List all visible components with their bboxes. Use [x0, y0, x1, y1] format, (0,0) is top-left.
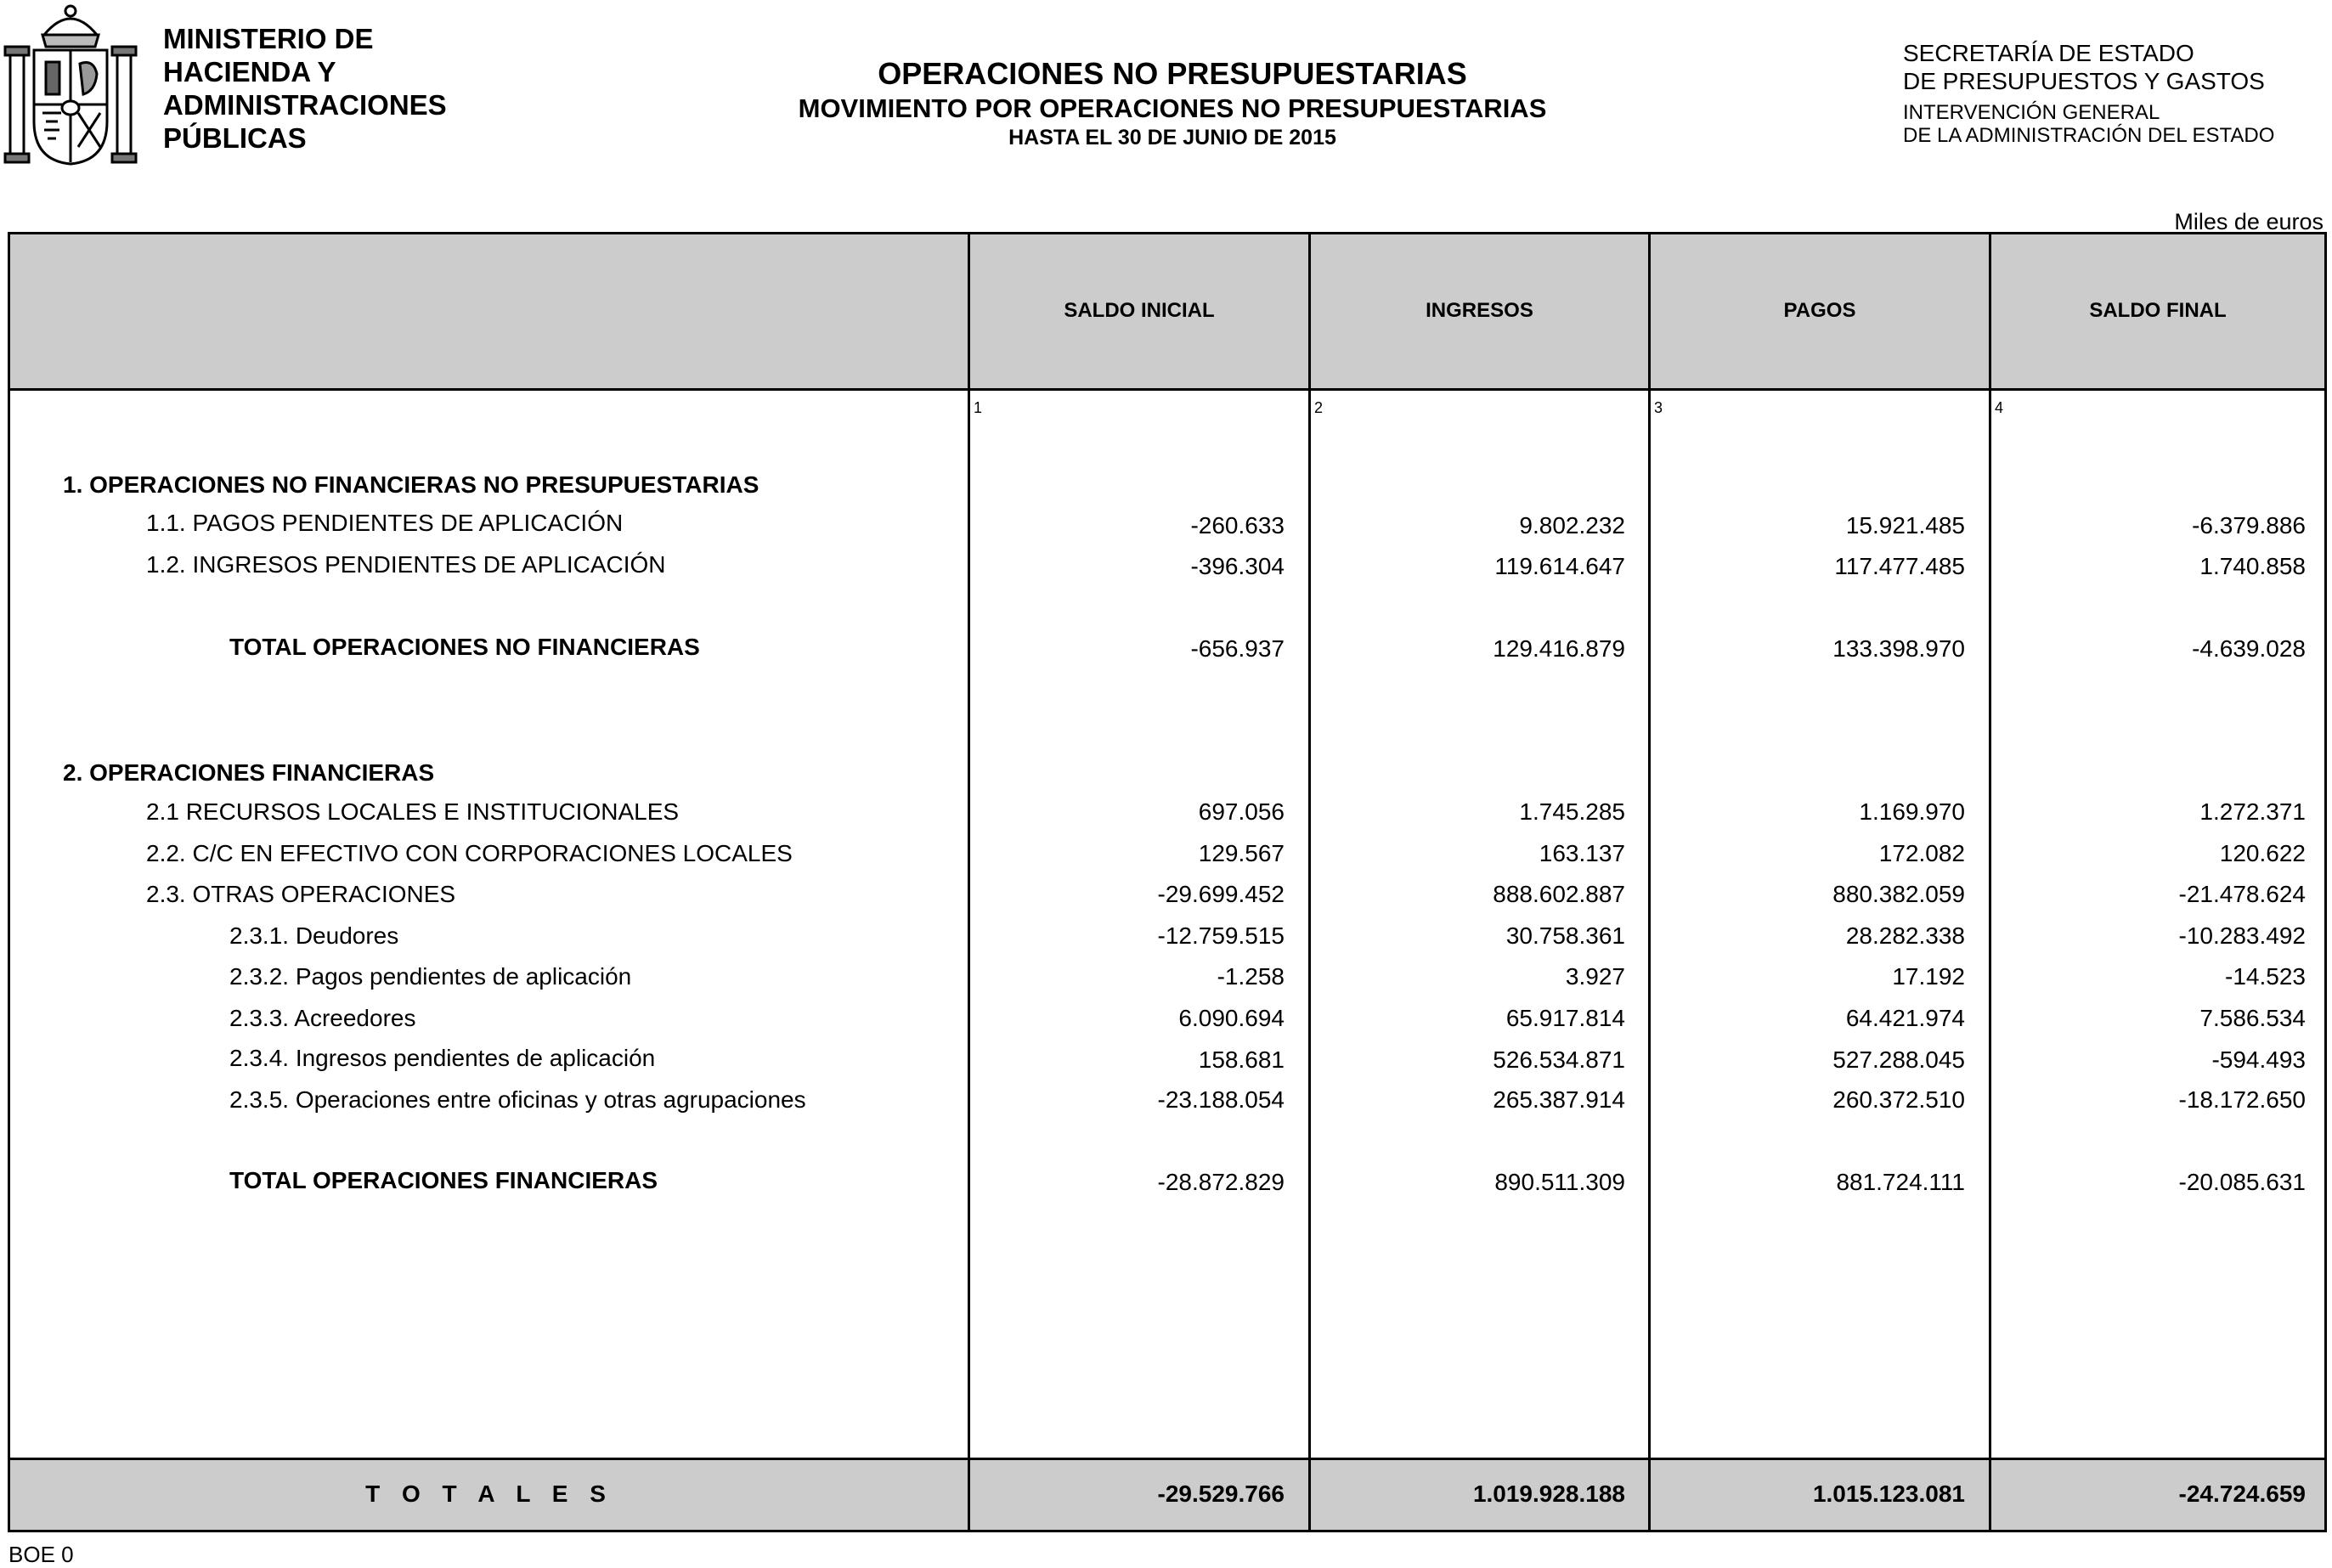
table-cell: 28.282.338	[1845, 922, 1965, 949]
table-cell: 888.602.887	[1493, 881, 1625, 907]
table-cell: -10.283.492	[2178, 922, 2306, 949]
table-cell: -12.759.515	[1157, 922, 1285, 949]
totals-cell: -24.724.659	[2178, 1481, 2306, 1507]
column-header-saldo-inicial: SALDO INICIAL	[1064, 299, 1215, 322]
intervencion-block	[1903, 101, 2274, 147]
table-cell: 526.534.871	[1493, 1046, 1625, 1073]
table-cell: 9.802.232	[1519, 512, 1625, 539]
table-cell: -4.639.028	[2192, 635, 2306, 662]
table-cell: 120.622	[2219, 840, 2306, 866]
table-cell: -594.493	[2211, 1046, 2306, 1073]
table-cell: -6.379.886	[2192, 512, 2306, 539]
table-cell: -260.633	[1190, 512, 1285, 539]
units-label: Miles de euros	[2174, 209, 2324, 234]
ministry-line: PÚBLICAS	[163, 122, 307, 154]
page-subtitle: MOVIMIENTO POR OPERACIONES NO PRESUPUESTARIAS	[798, 93, 1547, 123]
table-cell: -28.872.829	[1157, 1169, 1285, 1195]
table-row-label: 1.1. PAGOS PENDIENTES DE APLICACIÓN	[146, 510, 624, 536]
column-number: 3	[1654, 399, 1663, 416]
table-cell: 15.921.485	[1845, 512, 1965, 539]
date-line: HASTA EL 30 DE JUNIO DE 2015	[1008, 126, 1336, 149]
table-cell: 881.724.111	[1836, 1169, 1965, 1195]
column-number: 4	[1995, 399, 2004, 416]
intervencion-line: DE LA ADMINISTRACIÓN DEL ESTADO	[1903, 124, 2275, 147]
table-row-label: 2.1 RECURSOS LOCALES E INSTITUCIONALES	[146, 798, 680, 825]
table-cell: 1.272.371	[2199, 798, 2306, 825]
table-cell: 17.192	[1892, 963, 1965, 990]
table-cell: -14.523	[2225, 963, 2306, 990]
ministry-name	[163, 22, 447, 155]
table-cell: 890.511.309	[1494, 1169, 1625, 1195]
table-cell: 697.056	[1198, 798, 1285, 825]
table-cell: -656.937	[1190, 635, 1285, 662]
table-row-label: TOTAL OPERACIONES NO FINANCIERAS	[229, 634, 700, 660]
ministry-line: MINISTERIO DE	[163, 23, 374, 54]
totals-label: T O T A L E S	[365, 1481, 613, 1507]
table-row-label: 2.3.4. Ingresos pendientes de aplicación	[229, 1045, 656, 1071]
table-row-label: 2.3. OTRAS OPERACIONES	[146, 881, 456, 907]
table-cell: 158.681	[1198, 1046, 1285, 1073]
table-cell: -29.699.452	[1157, 881, 1285, 907]
table-cell: -20.085.631	[2178, 1169, 2306, 1195]
table-cell: 163.137	[1539, 840, 1625, 866]
table-cell: 129.416.879	[1493, 635, 1625, 662]
table-cell: 119.614.647	[1494, 553, 1625, 579]
table-cell: 64.421.974	[1845, 1005, 1965, 1031]
table-cell: 7.586.534	[2199, 1005, 2306, 1031]
table-cell: 117.477.485	[1834, 553, 1965, 579]
table-cell: 260.372.510	[1832, 1086, 1965, 1113]
table-row-label: 1.2. INGRESOS PENDIENTES DE APLICACIÓN	[146, 551, 666, 578]
secretaria-block	[1903, 39, 2265, 95]
table-row-label: 2.3.2. Pagos pendientes de aplicación	[229, 963, 632, 990]
column-header-ingresos: INGRESOS	[1426, 299, 1533, 322]
intervencion-line: INTERVENCIÓN GENERAL	[1903, 101, 2160, 124]
table-cell: -23.188.054	[1157, 1086, 1285, 1113]
table-cell: 65.917.814	[1505, 1005, 1625, 1031]
secretaria-line: SECRETARÍA DE ESTADO	[1903, 40, 2194, 66]
column-header-saldo-final: SALDO FINAL	[2089, 299, 2227, 322]
table-cell: 527.288.045	[1832, 1046, 1965, 1073]
table-cell: 172.082	[1878, 840, 1965, 866]
table-row-label: 2. OPERACIONES FINANCIERAS	[63, 759, 435, 786]
column-number: 1	[974, 399, 983, 416]
ministry-line: ADMINISTRACIONES	[163, 89, 447, 121]
table-cell: 30.758.361	[1505, 922, 1625, 949]
table-cell: 265.387.914	[1493, 1086, 1625, 1113]
table-cell: 133.398.970	[1832, 635, 1965, 662]
table-cell: 3.927	[1565, 963, 1625, 990]
secretaria-line: DE PRESUPUESTOS Y GASTOS	[1903, 68, 2265, 94]
table-cell: -396.304	[1190, 553, 1285, 579]
totals-cell: -29.529.766	[1157, 1481, 1285, 1507]
table-cell: 1.740.858	[2199, 553, 2306, 579]
table-row-label: 2.3.5. Operaciones entre oficinas y otras agrupaciones	[229, 1086, 806, 1113]
table-cell: 6.090.694	[1178, 1005, 1285, 1031]
table-cell: -1.258	[1217, 963, 1285, 990]
column-number: 2	[1314, 399, 1324, 416]
table-cell: -18.172.650	[2178, 1086, 2306, 1113]
table-cell: 1.169.970	[1859, 798, 1965, 825]
table-cell: 880.382.059	[1832, 881, 1965, 907]
ministry-line: HACIENDA Y	[163, 56, 336, 87]
totals-cell: 1.015.123.081	[1812, 1481, 1965, 1507]
table-row-label: 2.3.1. Deudores	[229, 922, 399, 949]
table-row-label: 1. OPERACIONES NO FINANCIERAS NO PRESUPUESTARIAS	[63, 471, 759, 498]
table-row-label: TOTAL OPERACIONES FINANCIERAS	[229, 1167, 658, 1193]
table-row-label: 2.3.3. Acreedores	[229, 1005, 416, 1031]
table-cell: -21.478.624	[2178, 881, 2306, 907]
coat-of-arms-logo	[2, 3, 139, 167]
table-cell: 129.567	[1198, 840, 1285, 866]
footer-text: BOE 0	[8, 1542, 74, 1567]
totals-cell: 1.019.928.188	[1472, 1481, 1625, 1507]
page-title: OPERACIONES NO PRESUPUESTARIAS	[878, 56, 1467, 91]
column-header-pagos: PAGOS	[1783, 299, 1856, 322]
table-row-label: 2.2. C/C EN EFECTIVO CON CORPORACIONES LOCALES	[146, 840, 793, 866]
table-cell: 1.745.285	[1519, 798, 1625, 825]
